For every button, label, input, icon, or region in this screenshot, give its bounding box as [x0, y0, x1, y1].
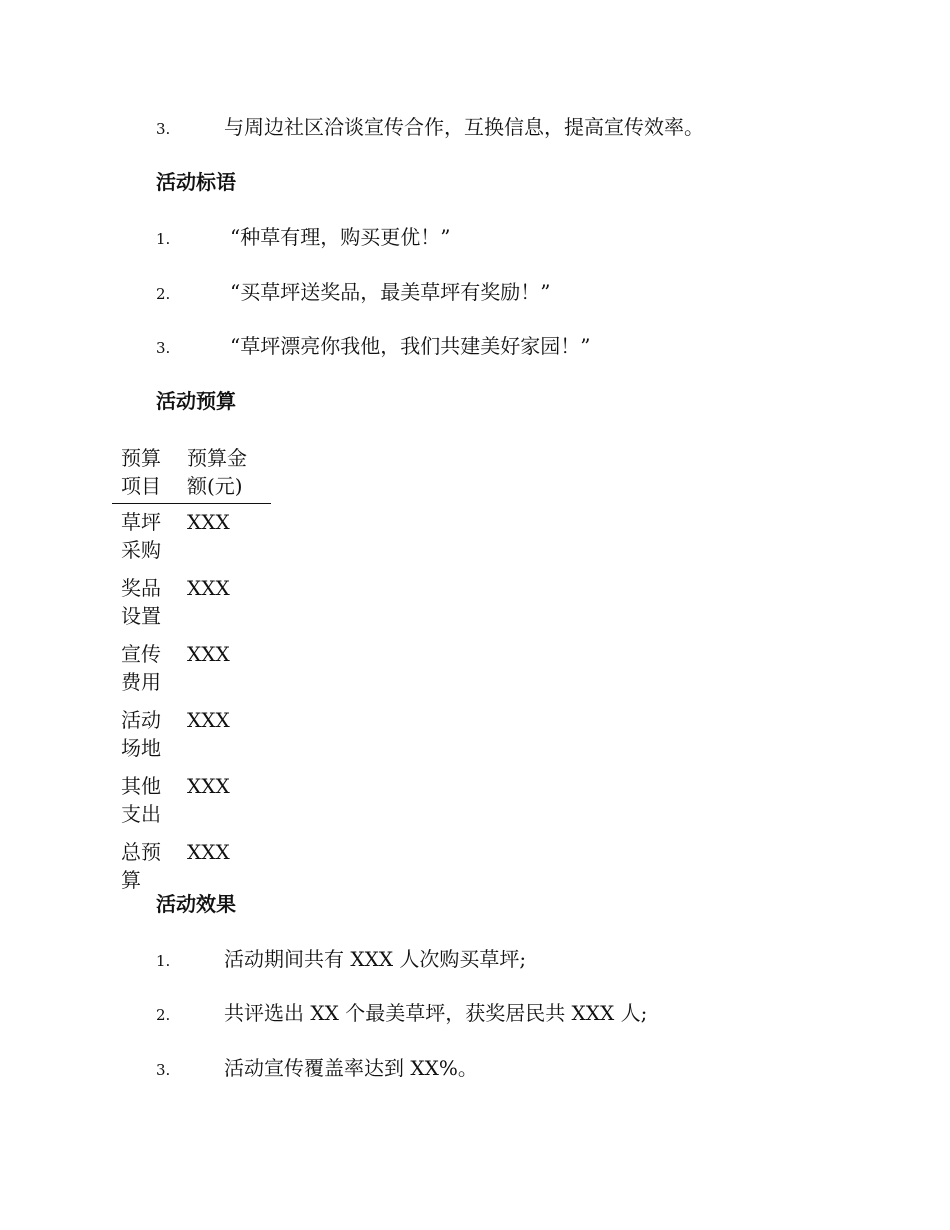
table-header-row: [112, 444, 271, 504]
section-heading-budget: 活动预算: [156, 389, 236, 413]
table-cell: 其他支出: [121, 774, 161, 826]
list-text: “种草有理，购买更优！”: [230, 225, 451, 249]
list-text: 共评选出 XX 个最美草坪，获奖居民共 XXX 人;: [224, 1001, 648, 1025]
list-number: 3.: [156, 120, 171, 138]
section-heading-slogan: 活动标语: [156, 170, 236, 194]
list-number: 1.: [156, 230, 171, 248]
table-row: [112, 504, 271, 571]
list-number: 1.: [156, 952, 171, 970]
list-item: [156, 112, 704, 142]
list-number: 2.: [156, 285, 171, 303]
table-row: [112, 768, 271, 834]
list-number: 3.: [156, 339, 171, 357]
list-item: [156, 222, 450, 252]
list-item: [156, 944, 526, 974]
table-cell: XXX: [187, 708, 230, 732]
list-item: [156, 331, 590, 361]
table-row: [112, 570, 271, 636]
table-row: [112, 702, 271, 768]
table-cell: 活动场地: [121, 708, 161, 760]
table-cell: 总预算: [121, 840, 161, 892]
budget-table: [112, 444, 271, 900]
table-row: [112, 636, 271, 702]
list-item: [156, 998, 647, 1028]
table-cell: XXX: [187, 510, 230, 534]
list-text: “草坪漂亮你我他，我们共建美好家园！”: [230, 334, 591, 358]
list-item: [156, 1053, 478, 1083]
list-number: 2.: [156, 1006, 171, 1024]
section-heading-effect: 活动效果: [156, 892, 236, 916]
table-cell: XXX: [187, 576, 230, 600]
table-cell: 草坪采购: [121, 510, 161, 562]
table-cell: XXX: [187, 774, 230, 798]
list-number: 3.: [156, 1061, 171, 1079]
list-text: 活动期间共有 XXX 人次购买草坪;: [224, 947, 527, 971]
table-cell: 宣传费用: [121, 642, 161, 694]
table-cell: XXX: [187, 642, 230, 666]
table-cell: 奖品设置: [121, 576, 161, 628]
list-text: 活动宣传覆盖率达到 XX%。: [224, 1056, 478, 1080]
list-text: 与周边社区洽谈宣传合作，互换信息，提高宣传效率。: [224, 115, 704, 139]
table-cell: XXX: [187, 840, 230, 864]
table-header-cell: 预算金额(元): [187, 444, 271, 504]
list-text: “买草坪送奖品，最美草坪有奖励！”: [230, 280, 551, 304]
list-item: [156, 277, 550, 307]
table-header-cell: 预算项目: [112, 444, 187, 504]
